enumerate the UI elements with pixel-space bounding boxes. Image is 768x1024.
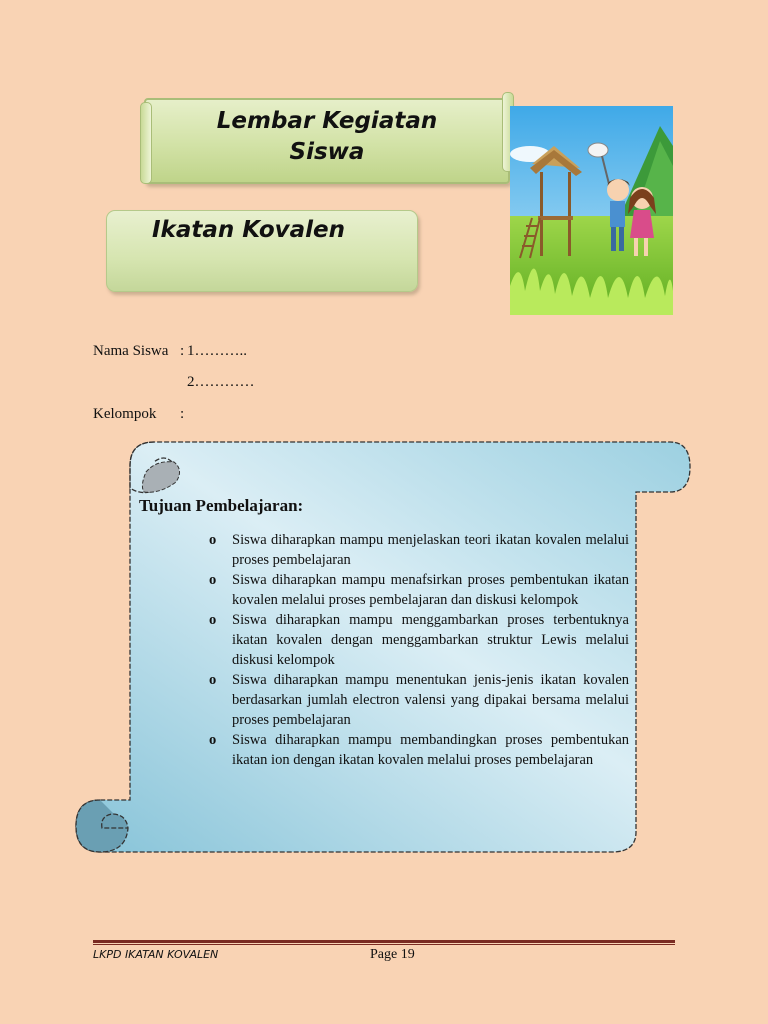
bullet-icon: o: [209, 612, 217, 628]
bullet-icon: o: [209, 532, 217, 548]
kelompok-label: Kelompok: [93, 406, 157, 422]
title-line-2: Siswa: [289, 139, 365, 165]
title-line-1: Lembar Kegiatan: [216, 108, 438, 134]
list-item: o Siswa diharapkan mampu menjelaskan teori ikatan kovalen melalui proses pembelajaran: [209, 532, 629, 568]
children-illustration: [510, 106, 673, 315]
objectives-list: [139, 530, 629, 770]
bullet-icon: o: [209, 732, 217, 748]
learning-objectives: [139, 496, 629, 770]
kelompok-colon: :: [180, 406, 185, 422]
list-item: o Siswa diharapkan mampu menentukan jenis-jenis ikatan kovalen berdasarkan jumlah electron valensi yang dipakai bersama melalui proses pembelajaran: [209, 672, 629, 728]
footer-document-name: LKPD IKATAN KOVALEN: [93, 948, 219, 961]
nama-siswa-1: 1………..: [187, 343, 247, 359]
footer-rule-thin: [93, 944, 675, 945]
page-number: Page 19: [370, 947, 415, 962]
bullet-icon: o: [209, 572, 217, 588]
topic-title: Ikatan Kovalen: [152, 217, 346, 243]
footer-rule-thick: [93, 940, 675, 943]
bullet-icon: o: [209, 672, 217, 688]
list-item: o Siswa diharapkan mampu membandingkan proses pembentukan ikatan ion dengan ikatan kovalen melalui proses pembelajaran: [209, 732, 629, 768]
topic-box: [106, 210, 418, 292]
nama-siswa-colon: :: [180, 343, 185, 359]
objectives-title: Tujuan Pembelajaran:: [139, 496, 304, 515]
document-title: [146, 106, 508, 168]
list-item: o Siswa diharapkan mampu menafsirkan proses pembentukan ikatan kovalen melalui proses pembelajaran dan diskusi kelompok: [209, 572, 629, 608]
nama-siswa-label: Nama Siswa: [93, 343, 169, 359]
list-item: o Siswa diharapkan mampu menggambarkan proses terbentuknya ikatan kovalen dengan menggambarkan struktur Lewis melalui diskusi kelompok: [209, 612, 629, 668]
nama-siswa-2: 2…………: [187, 374, 255, 390]
title-banner: [144, 98, 510, 184]
